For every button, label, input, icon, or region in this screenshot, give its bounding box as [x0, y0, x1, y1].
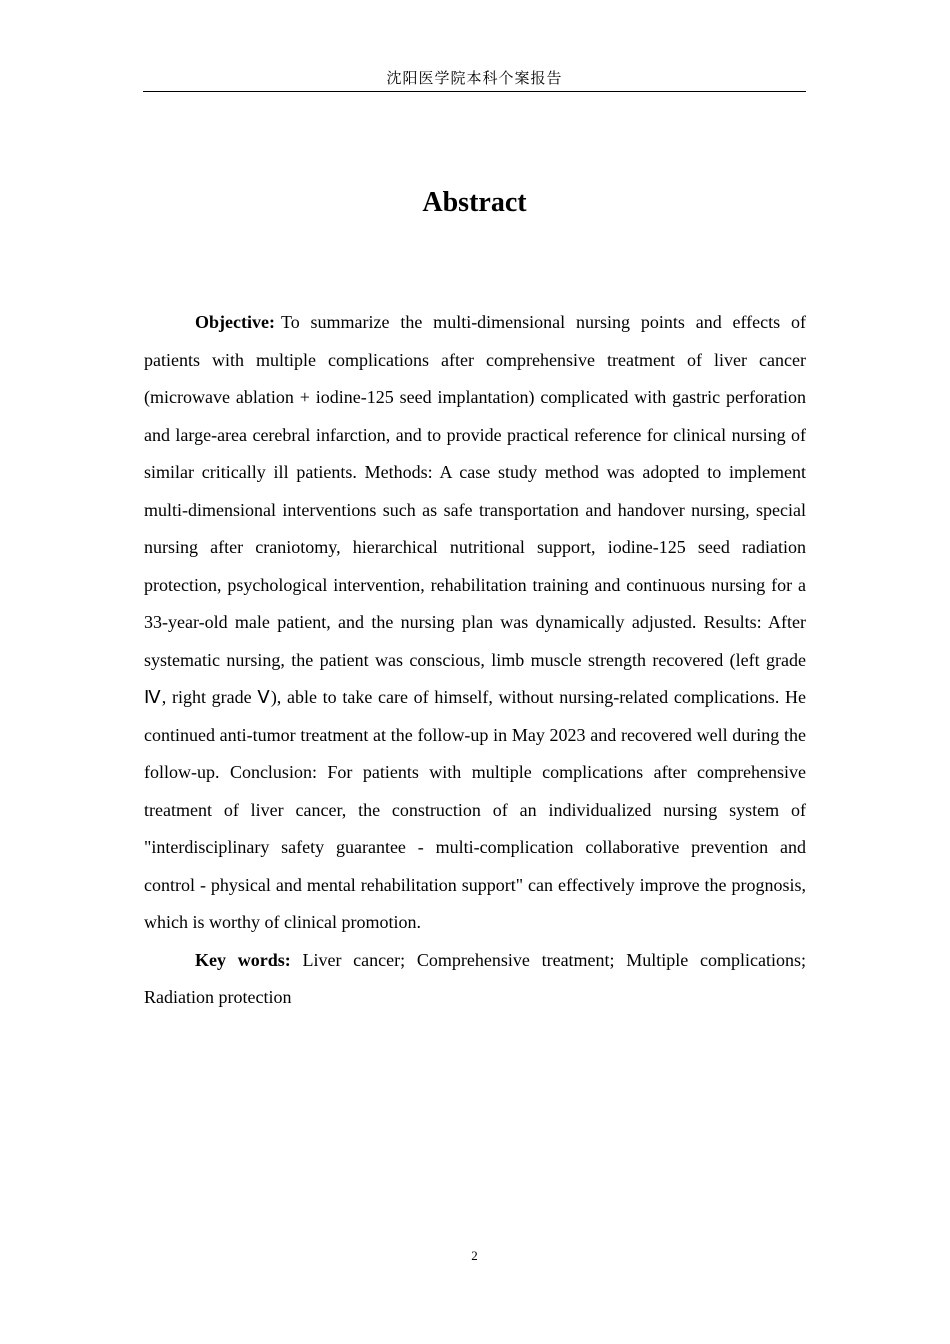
keywords-label: Key words: [195, 949, 291, 970]
running-header: 沈阳医学院本科个案报告 [143, 66, 806, 92]
abstract-title: Abstract [422, 187, 527, 218]
objective-text: To summarize the multi-dimensional nursing points and effects of patients with multiple complications after comprehensive treatment of liver cancer (microwave ablation + iodine-125 seed implantation) complicated with gastric perforation and large-area cerebral infarction, and to provide practical reference for clinical nursing of similar critically ill patients. Methods: A case study method was adopted to implement multi-dimensional interventions such as safe transportation and handover nursing, special nursing after craniotomy, hierarchical nutritional support, iodine-125 seed radiation protection, psychological intervention, rehabilitation training and continuous nursing for a 33-year-old male patient, and the nursing plan was dynamically adjusted. Results: After systematic nursing, the patient was conscious, limb muscle strength recovered (left grade Ⅳ, right grade Ⅴ), able to take care of himself, without nursing-related complications. He continued anti-tumor treatment at the follow-up in May 2023 and recovered well during the follow-up. Conclusion: For patients with multiple complications after comprehensive treatment of liver cancer, the construction of an individualized nursing system of "interdisciplinary safety guarantee - multi-complication collaborative prevention and control - physical and mental rehabilitation support" can effectively improve the prognosis, which is worthy of clinical promotion. [144, 312, 806, 932]
objective-paragraph [144, 304, 806, 942]
keywords-paragraph [144, 942, 806, 1017]
objective-label: Objective: [195, 312, 275, 332]
abstract-body [144, 304, 806, 1017]
page-number: 2 [471, 1248, 478, 1263]
keywords-text: Liver cancer; Comprehensive treatment; Multiple complications; Radiation protection [144, 949, 806, 1007]
